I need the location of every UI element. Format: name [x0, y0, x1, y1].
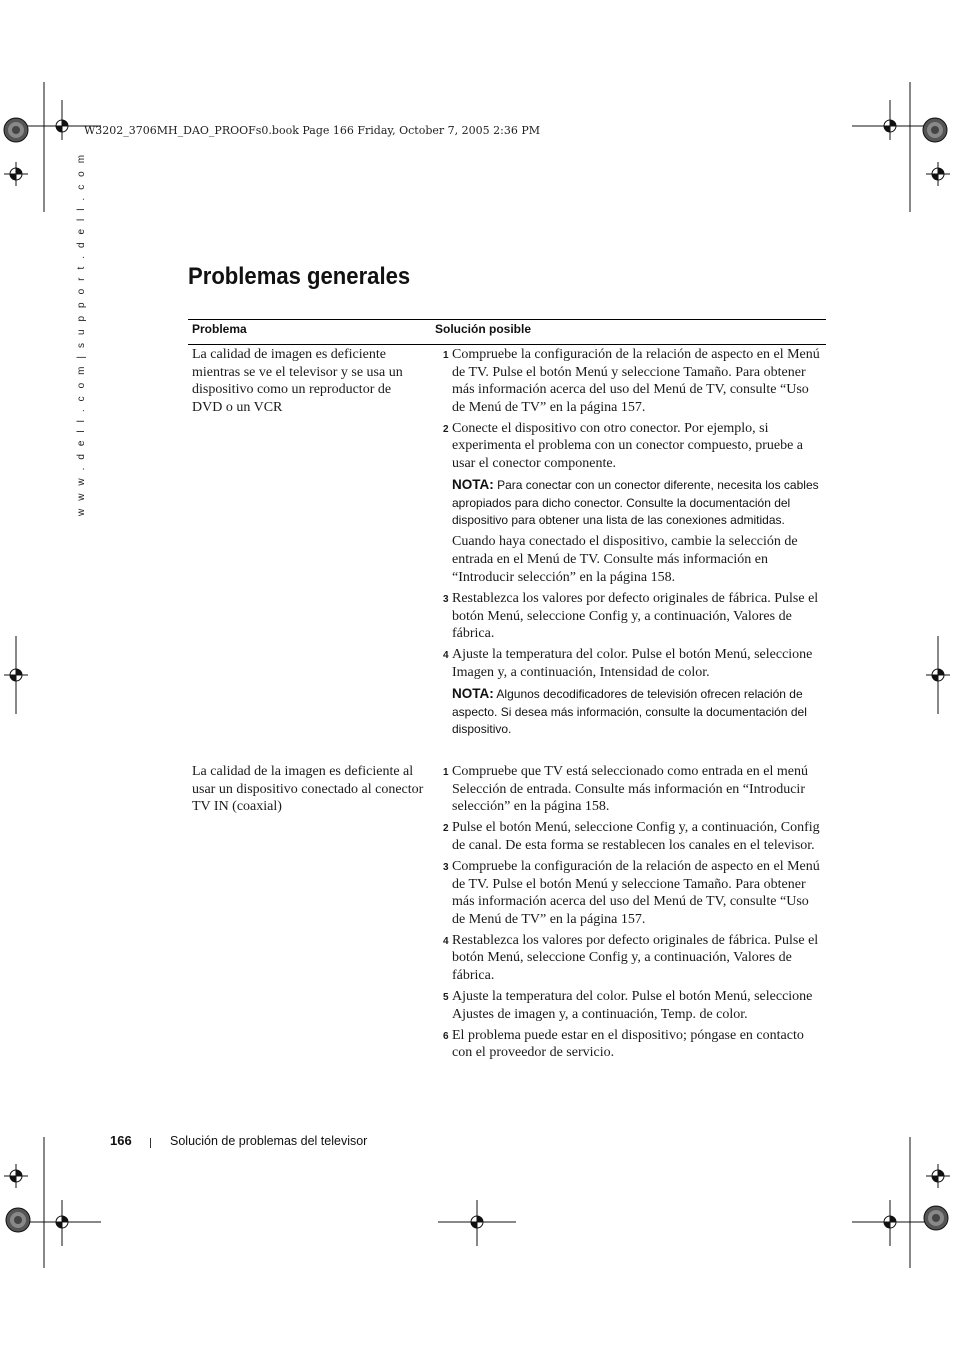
registration-mark-icon	[4, 162, 28, 186]
print-header-info: W3202_3706MH_DAO_PROOFs0.book Page 166 Friday, October 7, 2005 2:36 PM	[84, 124, 541, 137]
step-number: 4	[443, 650, 449, 662]
sidebar-url-text: w w w . d e l l . c o m | s u p p o r t . d e l l . c o m	[76, 152, 87, 516]
step-number: 3	[443, 861, 449, 873]
problem-cell-2: La calidad de la imagen es deficiente al usar un dispositivo conectado al conector TV IN (coaxial)	[192, 764, 424, 815]
problem-cell-1: La calidad de imagen es deficiente mientras se ve el televisor y se usa un dispositivo como un reproductor de DVD o un VCR	[192, 347, 403, 415]
color-disc-icon	[6, 1208, 30, 1232]
step-continuation: Cuando haya conectado el dispositivo, cambie la selección de entrada en el Menú de TV. Consulte más información en “Introducir selección” en la página 158.	[452, 534, 798, 585]
registration-mark-icon	[50, 114, 74, 138]
color-disc-icon	[924, 1206, 948, 1230]
registration-mark-icon	[4, 663, 28, 687]
registration-mark-icon	[878, 1210, 902, 1234]
registration-mark-icon	[926, 162, 950, 186]
page-number: 166	[110, 1133, 132, 1148]
footer-section-title: Solución de problemas del televisor	[170, 1134, 368, 1148]
step-text: Restablezca los valores por defecto originales de fábrica. Pulse el botón Menú, seleccione Config y, a continuación, Valores de fábrica.	[452, 591, 819, 642]
step-number: 1	[443, 767, 449, 778]
step-number: 2	[443, 423, 449, 435]
step-text: Ajuste la temperatura del color. Pulse el botón Menú, seleccione Imagen y, a continuación, Intensidad de color.	[452, 647, 813, 681]
color-disc-icon	[4, 118, 28, 142]
note-label: NOTA:	[452, 477, 494, 493]
color-disc-icon	[923, 118, 947, 142]
registration-mark-icon	[926, 663, 950, 687]
step-text: Pulse el botón Menú, seleccione Config y, a continuación, Config de canal. De esta forma se restablecen los canales en el televisor.	[452, 820, 820, 853]
column-header-problem: Problema	[192, 322, 247, 336]
step-number: 2	[443, 823, 449, 835]
step-text: Compruebe que TV está seleccionado como entrada en el menú Selección de entrada. Consulte más información en “Introducir selección” en la página 158.	[452, 764, 808, 815]
step-text: Restablezca los valores por defecto originales de fábrica. Pulse el botón Menú, seleccione Config y, a continuación, Valores de fábrica.	[452, 932, 819, 984]
column-header-solution: Solución posible	[435, 322, 532, 336]
step-text: Compruebe la configuración de la relación de aspecto en el Menú de TV. Pulse el botón Menú y seleccione Tamaño. Para obtener más información acerca del uso del Menú de TV, consulte “Uso de Menú de TV” en la página 157.	[452, 858, 820, 927]
step-number: 5	[443, 992, 449, 1004]
note-text: Algunos decodificadores de televisión ofrecen relación de aspecto. Si desea más información, consulte la documentación del dispositivo.	[452, 687, 807, 736]
step-number: 6	[443, 1030, 449, 1042]
note-label: NOTA:	[452, 686, 494, 702]
registration-mark-icon	[465, 1210, 489, 1234]
step-number: 3	[443, 594, 449, 606]
registration-mark-icon	[4, 1164, 28, 1188]
step-number: 4	[443, 935, 449, 947]
note-text: Para conectar con un conector diferente, necesita los cables apropiados para dicho conector. Consulte la documentación del dispositivo para obtener una lista de las conexiones admitidas.	[452, 478, 819, 527]
registration-mark-icon	[50, 1210, 74, 1234]
step-number: 1	[443, 350, 449, 361]
registration-mark-icon	[878, 114, 902, 138]
step-text: Compruebe la configuración de la relación de aspecto en el Menú de TV. Pulse el botón Menú y seleccione Tamaño. Para obtener más información acerca del uso del Menú de TV, consulte “Uso de Menú de TV” en la página 157.	[452, 347, 820, 415]
registration-mark-icon	[926, 1164, 950, 1188]
step-text: Conecte el dispositivo con otro conector. Por ejemplo, si experimenta el problema con un conector compuesto, pruebe a usar el conector componente.	[452, 420, 804, 472]
step-text: El problema puede estar en el dispositivo; póngase en contacto con el proveedor de servicio.	[452, 1027, 804, 1061]
step-text: Ajuste la temperatura del color. Pulse el botón Menú, seleccione Ajustes de imagen y, a continuación, Temp. de color.	[452, 989, 813, 1022]
page-title: Problemas generales	[188, 263, 411, 290]
